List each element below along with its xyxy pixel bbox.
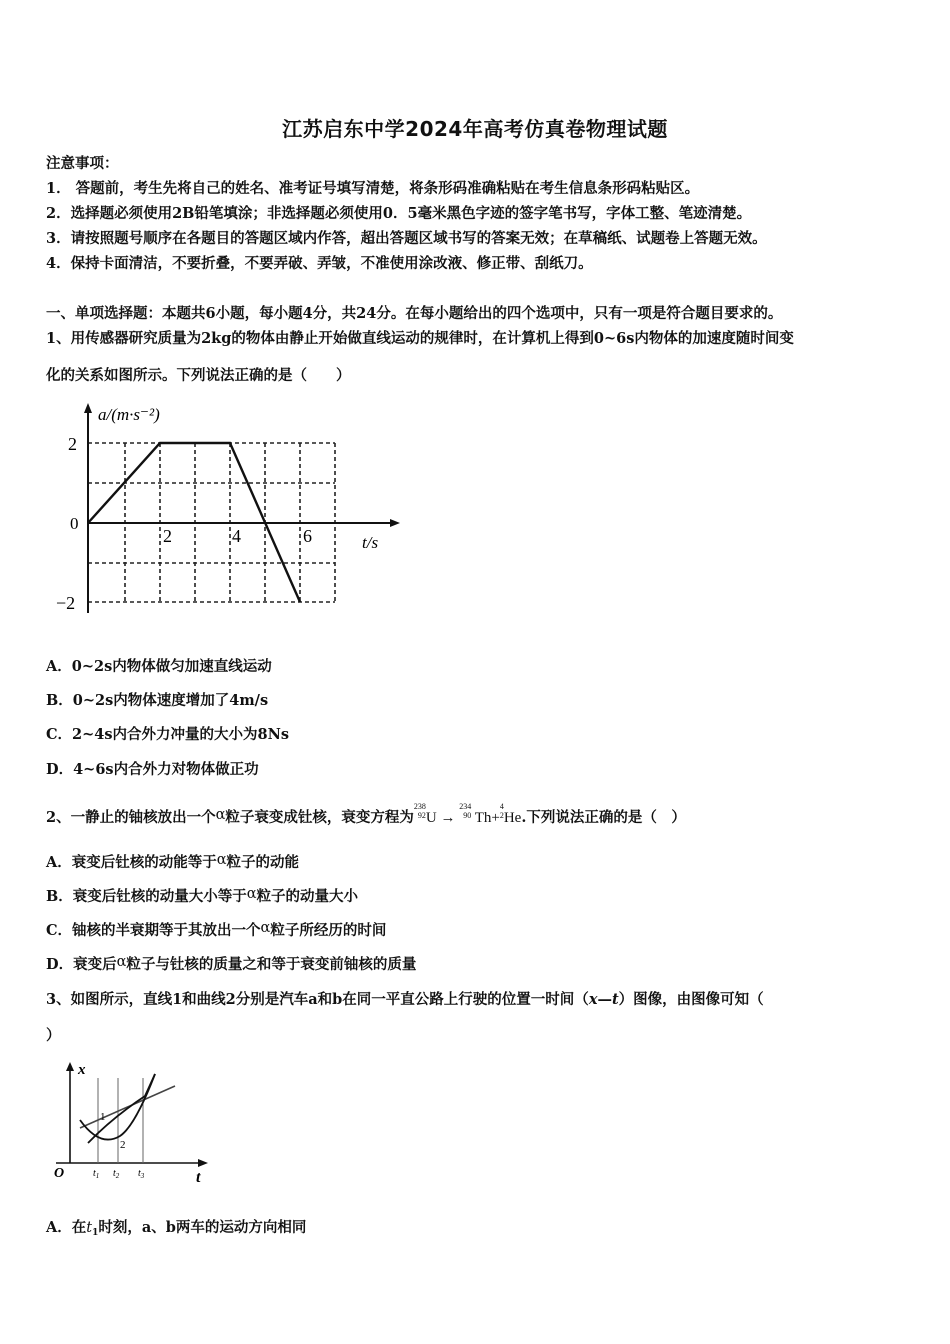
q1-option-d[interactable]: D．4~6s内合外力对物体做正功 [46,761,259,778]
arrow-symbol: → [440,810,456,826]
q2-stem-post: .下列说法正确的是（ ） [521,809,686,826]
q1-origin-label: 0 [70,514,79,533]
q3-x-arrow-icon [198,1159,208,1167]
decay-equation [413,802,522,826]
notice-item: 4．保持卡面清洁，不要折叠，不要弄破、弄皱，不准使用涂改液、修正带、刮纸刀。 [46,255,593,272]
q3-stem-text: ）图像，由图像可知（ [618,991,764,1008]
option-text: 时刻，a、b两车的运动方向相同 [98,1219,307,1236]
notice-item: 2．选择题必须使用2B铅笔填涂；非选择题必须使用0．5毫米黑色字迹的签字笔书写，字体工整、笔迹清楚。 [46,205,752,222]
q1-x-arrow-icon [390,519,400,527]
u-atomic-number: 92 [417,811,426,820]
q2-stem [46,802,686,830]
q3-stem-line1 [46,988,764,1009]
th-atomic-number: 90 [463,811,472,820]
q1-stem-line2: 化的关系如图所示。下列说法正确的是（ ） [46,367,351,384]
q2-option-d[interactable] [46,953,416,974]
q1-option-a[interactable]: A．0~2s内物体做匀加速直线运动 [46,658,272,675]
var-x: x [588,991,598,1008]
option-text: 粒子的动量大小 [256,888,359,905]
alpha-symbol: α [246,886,257,902]
alpha-symbol: α [215,807,226,823]
q1-xtick-label: 4 [232,526,241,546]
q1-option-b[interactable]: B．0~2s内物体速度增加了4m/s [46,692,269,709]
q1-y-label: a/(m·s⁻²) [98,405,160,424]
u-mass-number: 238 [413,802,426,811]
u-symbol: U [425,810,437,826]
q3-tick-label: $t_3$ [138,1168,145,1180]
q3-origin-label: O [54,1166,65,1181]
option-text: 粒子与钍核的质量之和等于衰变前铀核的质量 [126,956,417,973]
option-text: D．衰变后 [46,956,117,973]
q1-xtick-label: 6 [303,526,312,546]
subscript: 1 [92,1228,99,1238]
th-symbol: Th+ [474,810,500,826]
q2-option-a[interactable] [46,851,299,872]
notice-item: 1． 答题前，考生先将自己的姓名、准考证号填写清楚，将条形码准确粘贴在考生信息条形码粘贴区。 [46,180,700,197]
q1-stem-line1: 1、用传感器研究质量为2kg的物体由静止开始做直线运动的规律时，在计算机上得到0~6s内物体的加速度随时间变 [46,330,794,347]
he-symbol: He [503,810,522,826]
q3-option-a[interactable] [46,1216,306,1238]
q3-y-label: x [78,1062,86,1078]
q2-stem-mid: 粒子衰变成钍核，衰变方程为 [225,809,414,826]
var-t: t [86,1220,93,1236]
q1-option-c[interactable]: C．2~4s内合外力冲量的大小为8Ns [46,726,290,743]
option-text: C．铀核的半衰期等于其放出一个 [46,922,261,939]
q3-stem-line2: ） [46,1027,61,1044]
option-text: B．衰变后钍核的动量大小等于 [46,888,247,905]
q1-xtick-label: 2 [163,526,172,546]
q3-x-label: t [196,1169,201,1186]
q1-y-arrow-icon [84,403,92,413]
alpha-symbol: α [116,954,127,970]
q3-curve1-label: 1 [100,1111,106,1123]
q1-ytick-label: −2 [56,593,76,613]
q3-y-arrow-icon [66,1062,74,1071]
q2-option-c[interactable] [46,919,386,940]
q3-position-time-graph [50,1058,220,1190]
option-text: 粒子的动能 [226,854,300,871]
notice-heading: 注意事项： [46,155,119,172]
option-text: A．衰变后钍核的动能等于 [46,854,217,871]
he-mass-number: 4 [499,802,504,811]
q1-ytick-label: 2 [68,434,77,454]
q3-curve2-label: 2 [120,1139,126,1151]
alpha-symbol: α [260,920,271,936]
option-text: A．在 [46,1219,87,1236]
section-heading: 一、单项选择题：本题共6小题，每小题4分，共24分。在每小题给出的四个选项中，只有一项是符合题目要求的。 [46,305,783,322]
q1-x-label: t/s [362,533,379,552]
q1-acceleration-graph [50,398,410,620]
q3-stem-text: 3、如图所示，直线1和曲线2分别是汽车a和b在同一平直公路上行驶的位置一时间（ [46,991,589,1008]
dash: — [597,991,612,1008]
q3-tick-label: $t_2$ [113,1168,120,1180]
var-t: t [611,991,619,1008]
option-text: 粒子所经历的时间 [270,922,387,939]
q3-tick-label: $t_1$ [93,1168,100,1180]
th-mass-number: 234 [459,802,472,811]
he-atomic-number: 2 [499,811,504,820]
q3-line-1 [80,1086,175,1128]
notice-item: 3．请按照题号顺序在各题目的答题区域内作答，超出答题区域书写的答案无效；在草稿纸、试题卷上答题无效。 [46,230,767,247]
q2-stem-pre: 2、一静止的铀核放出一个 [46,809,216,826]
alpha-symbol: α [216,852,227,868]
q2-option-b[interactable] [46,885,358,906]
page-title: 江苏启东中学2024年高考仿真卷物理试题 [282,117,668,141]
